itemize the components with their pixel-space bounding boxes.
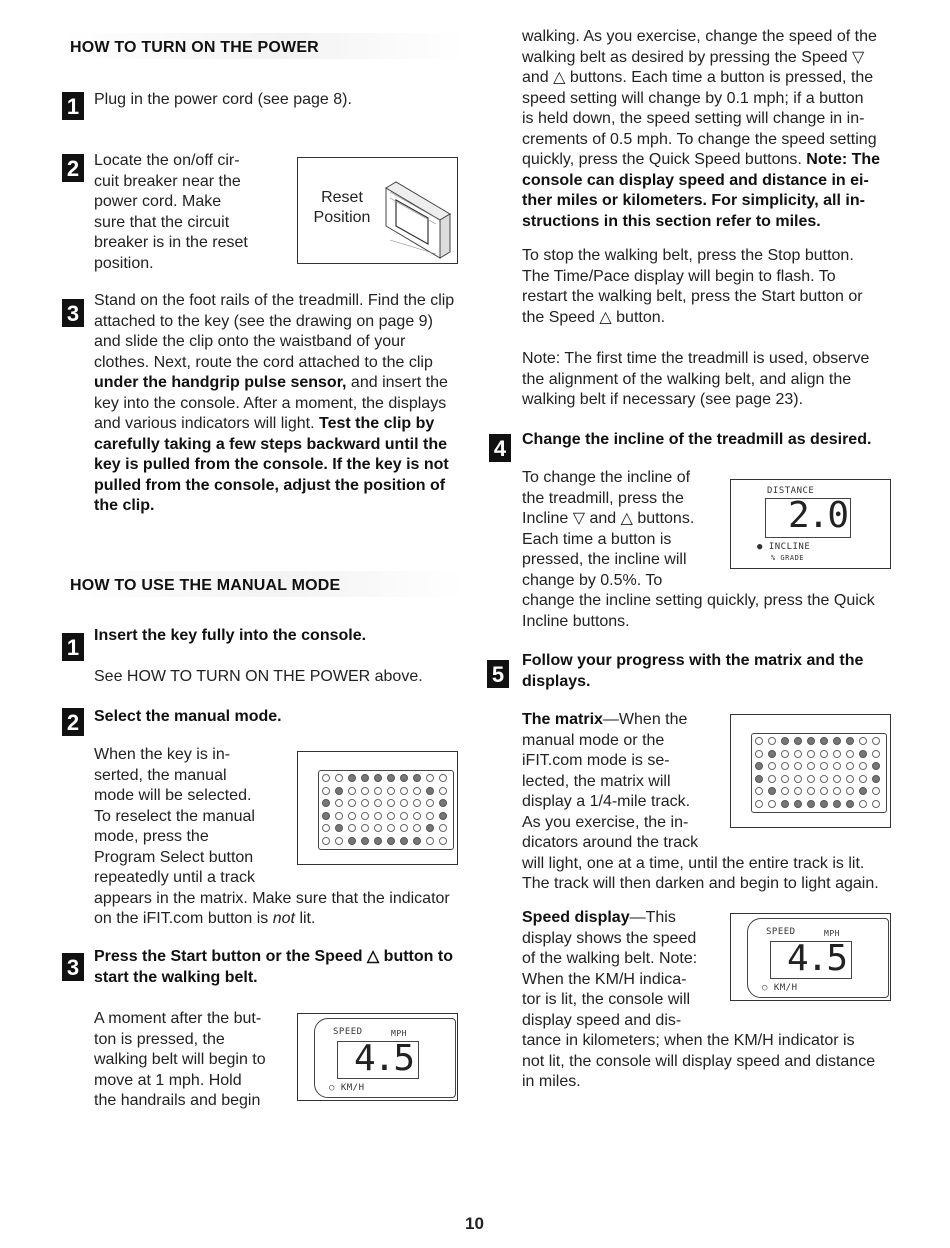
matrix-dot — [361, 824, 369, 832]
speed-display-figure — [730, 913, 891, 1001]
matrix-dot — [361, 787, 369, 795]
matrix-dot — [833, 800, 841, 808]
paragraph: To stop the walking belt, press the Stop button. The Time/Pace display will begin to flash. To restart the walking belt, press the Start button or the Speed △ button. — [522, 247, 863, 326]
matrix-dot — [833, 775, 841, 783]
paragraph: Note: The first time the treadmill is used, observe the alignment of the walking belt, and align the walking belt if necessary (see page 23). — [522, 350, 870, 408]
matrix-dot — [374, 774, 382, 782]
paragraph: walking. As you exercise, change the speed of the walking belt as desired by pressing the Speed ▽ and △ buttons. Each time a button is pressed, the speed setting will change by 0.1 mph; if a button is held down, the speed setting will change in in- crements of 0.5 mph. To change the speed setting quickly, press the Quick Speed buttons. Note: The console can display speed and distance in ei- ther miles or kilometers. For simplicity, all in- structions in this section refer to miles. — [522, 28, 881, 230]
matrix-dot — [426, 787, 434, 795]
step-number: 4 — [489, 434, 511, 462]
matrix-dot — [846, 750, 854, 758]
step-number: 2 — [62, 154, 84, 182]
matrix-dot — [439, 774, 447, 782]
matrix-dot — [833, 787, 841, 795]
matrix-dot — [374, 787, 382, 795]
matrix-dot — [794, 800, 802, 808]
matrix-dot — [872, 762, 880, 770]
matrix-dot — [794, 775, 802, 783]
speed-lcd: SPEED MPH 4.5 ○ KM/H — [747, 918, 889, 998]
matrix-dot — [439, 824, 447, 832]
matrix-dot — [768, 800, 776, 808]
matrix-dot — [400, 774, 408, 782]
matrix-dot — [387, 812, 395, 820]
step-text: A moment after the but- ton is pressed, the walking belt will begin to move at 1 mph. Hold the handrails and begin — [94, 1010, 266, 1109]
step-text: See HOW TO TURN ON THE POWER above. — [94, 668, 423, 685]
matrix-dot — [335, 774, 343, 782]
step-title: Select the manual mode. — [94, 708, 282, 725]
matrix-dot — [768, 750, 776, 758]
matrix-dots — [753, 735, 883, 810]
matrix-dot — [426, 837, 434, 845]
matrix-dot — [820, 787, 828, 795]
step-title: Follow your progress with the matrix and the displays. — [522, 652, 864, 690]
matrix-dot — [833, 737, 841, 745]
matrix-dot — [439, 812, 447, 820]
matrix-display — [751, 733, 887, 813]
matrix-dot — [413, 774, 421, 782]
matrix-dot — [781, 787, 789, 795]
matrix-dot — [755, 737, 763, 745]
matrix-dot — [322, 812, 330, 820]
matrix-dot — [361, 799, 369, 807]
section-heading-manual-mode: HOW TO USE THE MANUAL MODE — [62, 571, 464, 597]
matrix-dot — [872, 737, 880, 745]
matrix-dot — [335, 812, 343, 820]
matrix-dot — [872, 775, 880, 783]
matrix-dot — [859, 750, 867, 758]
matrix-dot — [846, 800, 854, 808]
matrix-dot — [859, 787, 867, 795]
distance-display-figure: DISTANCE 2.0 ● INCLINE % GRADE — [730, 479, 891, 569]
matrix-dot — [387, 774, 395, 782]
speed-value: 4.5 — [354, 1038, 414, 1079]
matrix-dot — [872, 750, 880, 758]
matrix-display — [318, 770, 454, 850]
matrix-dot — [413, 812, 421, 820]
step-number: 1 — [62, 633, 84, 661]
step-number: 1 — [62, 92, 84, 120]
matrix-dot — [426, 824, 434, 832]
matrix-dot — [833, 750, 841, 758]
matrix-figure — [730, 714, 891, 828]
step-text: Stand on the foot rails of the treadmill. Find the clip attached to the key (see the drawing on page 9) and slide the clip onto the waistband of your clothes. Next, route the cord attached to the clip under the handgrip pulse sensor, and insert the key into the console. After a moment, the displays and various indicators will light. Test the clip by carefully taking a few steps backward until the key is pulled from the console. If the key is not pulled from the console, adjust the position of the clip. — [94, 292, 455, 514]
matrix-dot — [426, 799, 434, 807]
matrix-dot — [820, 762, 828, 770]
matrix-dot — [859, 775, 867, 783]
matrix-dot — [439, 837, 447, 845]
matrix-dot — [820, 800, 828, 808]
step-text: Locate the on/off cir- cuit breaker near the power cord. Make sure that the circuit breaker is in the reset position. — [94, 152, 248, 272]
matrix-dot — [387, 799, 395, 807]
matrix-dot — [781, 762, 789, 770]
figure-label: Position — [313, 209, 371, 226]
matrix-dot — [426, 774, 434, 782]
matrix-dot — [755, 762, 763, 770]
matrix-dot — [413, 824, 421, 832]
matrix-dot — [374, 837, 382, 845]
matrix-dot — [374, 824, 382, 832]
section-heading-power: HOW TO TURN ON THE POWER — [62, 33, 464, 59]
matrix-dot — [768, 762, 776, 770]
matrix-dot — [374, 799, 382, 807]
kmh-indicator: KM/H — [773, 983, 798, 993]
matrix-dot — [335, 837, 343, 845]
matrix-dot — [807, 787, 815, 795]
step-title: Change the incline of the treadmill as desired. — [522, 431, 872, 448]
matrix-dot — [794, 762, 802, 770]
step-text: When the key is in- serted, the manual mode will be selected. To reselect the manual mode, press the Program Select button repeatedly until a track appears in the matrix. Make sure that the indicator on the iFIT.com button is not lit. — [94, 746, 450, 927]
step-text: To change the incline of the treadmill, press the Incline ▽ and △ buttons. Each time a button is pressed, the incline will change by 0.5%. To change the incline setting quickly, press the Quick Incline buttons. — [522, 469, 875, 630]
step-text: The matrix—When the manual mode or the iFIT.com mode is se- lected, the matrix will display a 1/4-mile track. As you exercise, the in- dicators around the track will light, one at a time, until the entire track is lit. The track will then darken and begin to light again. — [522, 711, 879, 892]
matrix-dot — [807, 800, 815, 808]
matrix-dot — [820, 775, 828, 783]
matrix-dot — [781, 775, 789, 783]
matrix-dot — [807, 737, 815, 745]
breaker-switch-icon — [382, 170, 454, 260]
matrix-dot — [781, 737, 789, 745]
matrix-dot — [322, 787, 330, 795]
matrix-dot — [387, 787, 395, 795]
matrix-dot — [807, 762, 815, 770]
matrix-dot — [413, 837, 421, 845]
matrix-dot — [768, 787, 776, 795]
matrix-dot — [348, 787, 356, 795]
matrix-dot — [400, 824, 408, 832]
matrix-dot — [400, 837, 408, 845]
matrix-dot — [768, 775, 776, 783]
matrix-dot — [820, 737, 828, 745]
matrix-dots — [320, 772, 450, 847]
page-number: 10 — [465, 1214, 484, 1233]
step-text: Plug in the power cord (see page 8). — [94, 91, 352, 108]
matrix-dot — [322, 837, 330, 845]
matrix-dot — [872, 787, 880, 795]
matrix-dot — [859, 737, 867, 745]
matrix-dot — [348, 824, 356, 832]
matrix-dot — [322, 799, 330, 807]
step-title: Press the Start button or the Speed △ button to start the walking belt. — [94, 948, 453, 986]
speed-value: 4.5 — [787, 938, 847, 979]
matrix-dot — [322, 774, 330, 782]
reset-position-figure — [297, 157, 458, 264]
step-number: 3 — [62, 953, 84, 981]
step-number: 2 — [62, 708, 84, 736]
matrix-dot — [348, 774, 356, 782]
matrix-dot — [400, 812, 408, 820]
matrix-dot — [413, 799, 421, 807]
matrix-dot — [755, 750, 763, 758]
matrix-dot — [781, 800, 789, 808]
matrix-dot — [794, 737, 802, 745]
matrix-dot — [374, 812, 382, 820]
figure-label: Reset — [321, 189, 363, 206]
matrix-figure — [297, 751, 458, 865]
speed-display-figure — [297, 1013, 458, 1101]
matrix-dot — [361, 837, 369, 845]
matrix-dot — [361, 812, 369, 820]
matrix-dot — [755, 800, 763, 808]
matrix-dot — [348, 812, 356, 820]
step-number: 3 — [62, 299, 84, 327]
step-title: Insert the key fully into the console. — [94, 627, 367, 644]
matrix-dot — [820, 750, 828, 758]
matrix-dot — [833, 762, 841, 770]
matrix-dot — [794, 787, 802, 795]
matrix-dot — [859, 800, 867, 808]
matrix-dot — [872, 800, 880, 808]
matrix-dot — [387, 837, 395, 845]
incline-indicator: INCLINE — [768, 542, 811, 552]
distance-value: 2.0 — [788, 495, 848, 536]
matrix-dot — [413, 787, 421, 795]
matrix-dot — [768, 737, 776, 745]
step-number: 5 — [487, 660, 509, 688]
matrix-dot — [348, 837, 356, 845]
matrix-dot — [846, 762, 854, 770]
matrix-dot — [348, 799, 356, 807]
matrix-dot — [755, 775, 763, 783]
matrix-dot — [426, 812, 434, 820]
matrix-dot — [361, 774, 369, 782]
matrix-dot — [846, 787, 854, 795]
matrix-dot — [846, 737, 854, 745]
matrix-dot — [322, 824, 330, 832]
matrix-dot — [439, 787, 447, 795]
kmh-indicator: KM/H — [340, 1083, 365, 1093]
matrix-dot — [335, 824, 343, 832]
matrix-dot — [794, 750, 802, 758]
matrix-dot — [755, 787, 763, 795]
matrix-dot — [859, 762, 867, 770]
step-text: Speed display—This display shows the speed of the walking belt. Note: When the KM/H indica- tor is lit, the console will display speed and dis- tance in kilometers; when the KM/H indicator is not lit, the console will display speed and distance in miles. — [522, 909, 876, 1090]
matrix-dot — [335, 799, 343, 807]
matrix-dot — [807, 775, 815, 783]
matrix-dot — [781, 750, 789, 758]
matrix-dot — [387, 824, 395, 832]
matrix-dot — [439, 799, 447, 807]
matrix-dot — [400, 787, 408, 795]
matrix-dot — [846, 775, 854, 783]
speed-lcd: SPEED MPH 4.5 ○ KM/H — [314, 1018, 456, 1098]
matrix-dot — [400, 799, 408, 807]
matrix-dot — [335, 787, 343, 795]
matrix-dot — [807, 750, 815, 758]
